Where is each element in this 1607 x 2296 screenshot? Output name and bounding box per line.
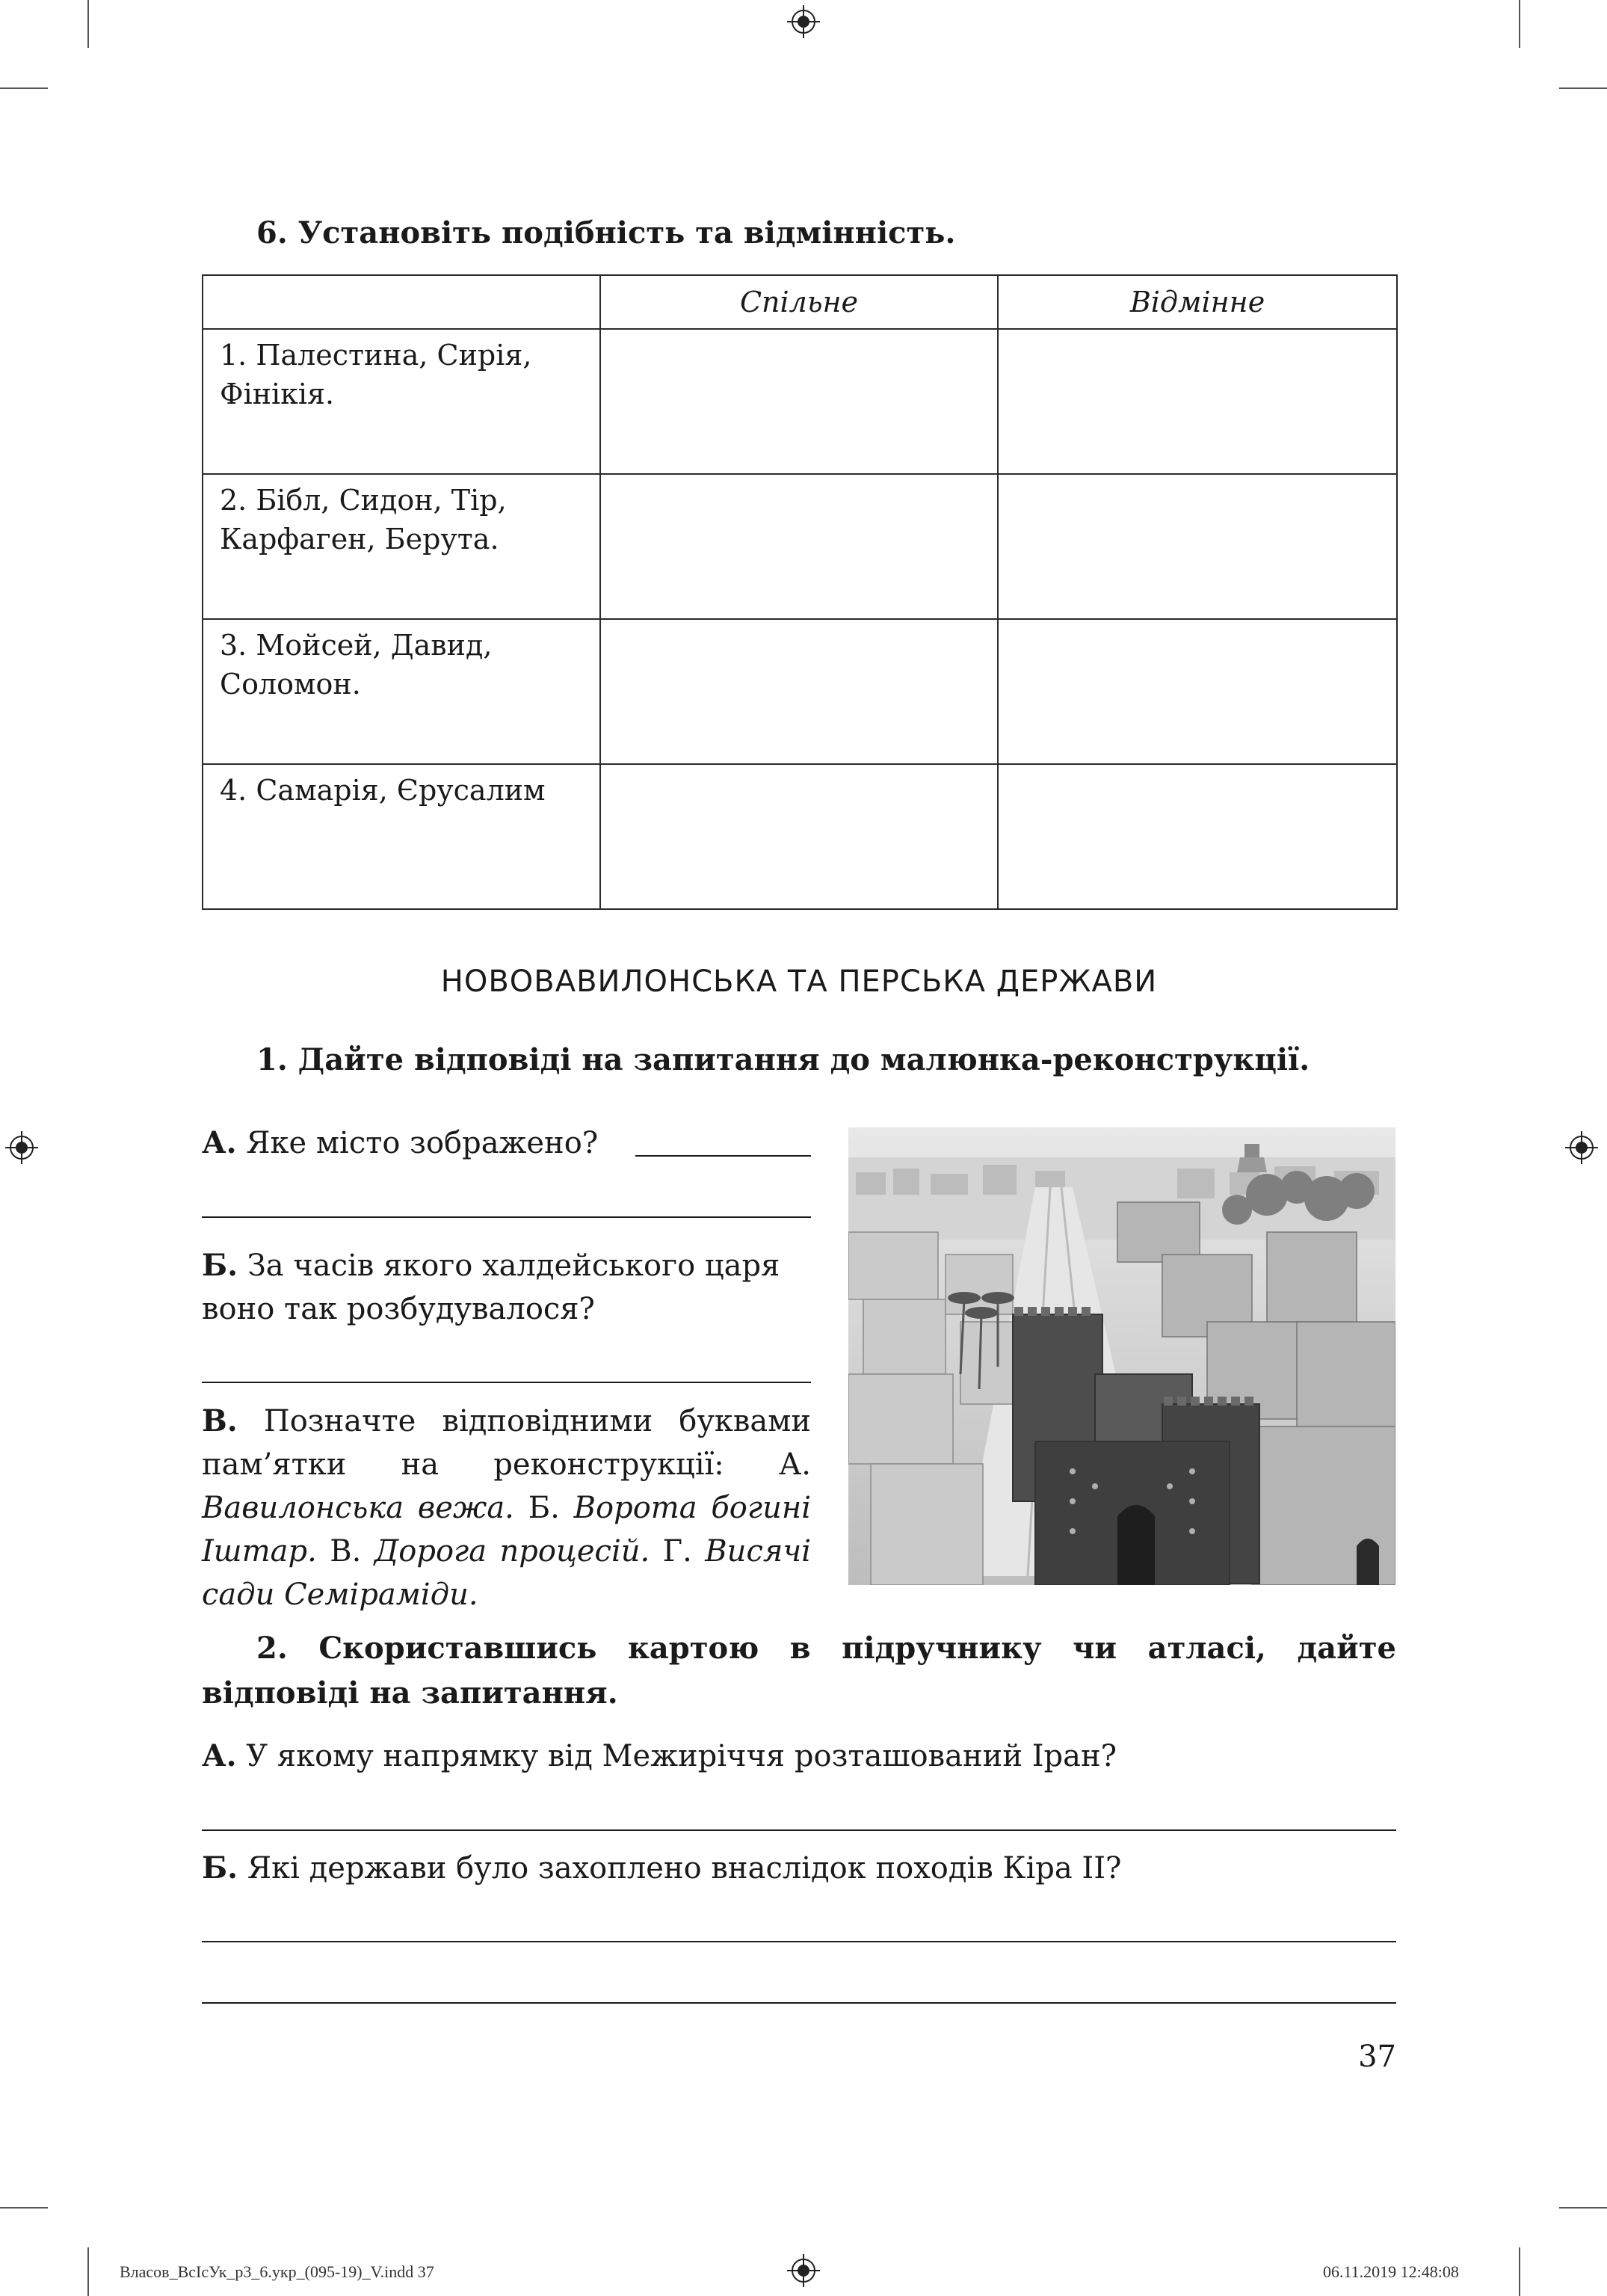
- crop-mark: [87, 2247, 89, 2296]
- question-letter: Б.: [202, 1850, 238, 1886]
- table-header-common: Спільне: [600, 275, 998, 329]
- question-letter: А.: [202, 1125, 237, 1160]
- table-header-different: Відмінне: [998, 275, 1397, 329]
- task-1-title: 1. Дайте відповіді на запитання до малюнка-реконструкції.: [256, 1042, 1310, 1077]
- landmark-a: Вавилонська вежа.: [202, 1491, 514, 1525]
- table-header-empty: [203, 275, 600, 329]
- table-row: [203, 474, 1397, 619]
- registration-mark-icon: [1565, 1131, 1598, 1164]
- question-letter: В.: [202, 1403, 238, 1438]
- answer-cell[interactable]: [600, 619, 998, 764]
- table-header-row: [203, 275, 1397, 329]
- question-text: Позначте відповідними буквами пам’ятки на реконструкції: А.: [202, 1404, 811, 1482]
- answer-cell[interactable]: [600, 474, 998, 619]
- registration-mark-icon: [5, 1131, 38, 1164]
- task-2-title: 2. Скориставшись картою в підручнику чи атласі, дайте відповіді на запитання.: [202, 1631, 1396, 1711]
- question-b: [202, 1244, 811, 1331]
- footer-timestamp: 06.11.2019 12:48:08: [1323, 2262, 1459, 2281]
- answer-cell[interactable]: [998, 619, 1397, 764]
- registration-mark-icon: [787, 2254, 820, 2287]
- landmark-b-label: Б.: [513, 1491, 560, 1525]
- answer-cell[interactable]: [998, 329, 1397, 474]
- question-c: [202, 1400, 811, 1616]
- row-label: 4. Самарія, Єрусалим: [203, 764, 600, 909]
- question-a: [202, 1735, 1396, 1778]
- crop-mark: [0, 2207, 48, 2209]
- city-illustration: [848, 1127, 1395, 1585]
- answer-line[interactable]: [202, 1382, 811, 1383]
- answer-cell[interactable]: [600, 764, 998, 909]
- crop-mark: [1559, 87, 1607, 89]
- answer-line[interactable]: [635, 1155, 811, 1157]
- page-number: 37: [1358, 2040, 1396, 2074]
- question-text: Яке місто зображено?: [236, 1126, 599, 1160]
- landmark-b: Ворота богині Іштар.: [202, 1491, 811, 1569]
- crop-mark: [1559, 2207, 1607, 2209]
- landmark-d-label: Г.: [650, 1534, 692, 1569]
- answer-cell[interactable]: [998, 764, 1397, 909]
- answer-cell[interactable]: [998, 474, 1397, 619]
- table-row: [203, 329, 1397, 474]
- comparison-table: [202, 274, 1398, 910]
- question-text: У якому напрямку від Межиріччя розташований Іран?: [236, 1739, 1117, 1773]
- landmark-c-label: В.: [316, 1534, 362, 1569]
- crop-mark: [1519, 0, 1520, 48]
- answer-line[interactable]: [202, 1216, 811, 1218]
- landmark-d: Висячі сади Семіраміди.: [202, 1534, 811, 1612]
- question-text: Які держави було захоплено внаслідок походів Кіра ІІ?: [238, 1851, 1122, 1886]
- question-letter: Б.: [202, 1248, 238, 1283]
- landmark-c: Дорога процесій.: [374, 1534, 650, 1569]
- table-row: [203, 619, 1397, 764]
- registration-mark-icon: [787, 5, 820, 38]
- question-a: [202, 1121, 800, 1165]
- task-6-title: 6. Установіть подібність та відмінність.: [256, 215, 956, 250]
- footer-filename: Власов_ВсІсУк_р3_6.укр_(095-19)_V.indd 37: [120, 2262, 434, 2281]
- question-b: [202, 1847, 1396, 1890]
- table-row: [203, 764, 1397, 909]
- row-label: 3. Мойсей, Давид, Соломон.: [203, 619, 600, 764]
- question-letter: А.: [202, 1738, 237, 1773]
- crop-mark: [1519, 2247, 1520, 2296]
- row-label: 1. Палестина, Сирія, Фінікія.: [203, 329, 600, 474]
- answer-line[interactable]: [202, 2002, 1396, 2004]
- question-text: За часів якого халдейського царя воно так розбудувалося?: [202, 1249, 780, 1326]
- answer-cell[interactable]: [600, 329, 998, 474]
- section-heading: НОВОВАВИЛОНСЬКА ТА ПЕРСЬКА ДЕРЖАВИ: [440, 964, 1158, 999]
- babylon-reconstruction-image: [848, 1127, 1395, 1585]
- crop-mark: [0, 87, 48, 89]
- answer-line[interactable]: [202, 1829, 1396, 1831]
- row-label: 2. Бібл, Сидон, Тір, Карфаген, Берута.: [203, 474, 600, 619]
- crop-mark: [87, 0, 89, 48]
- answer-line[interactable]: [202, 1941, 1396, 1942]
